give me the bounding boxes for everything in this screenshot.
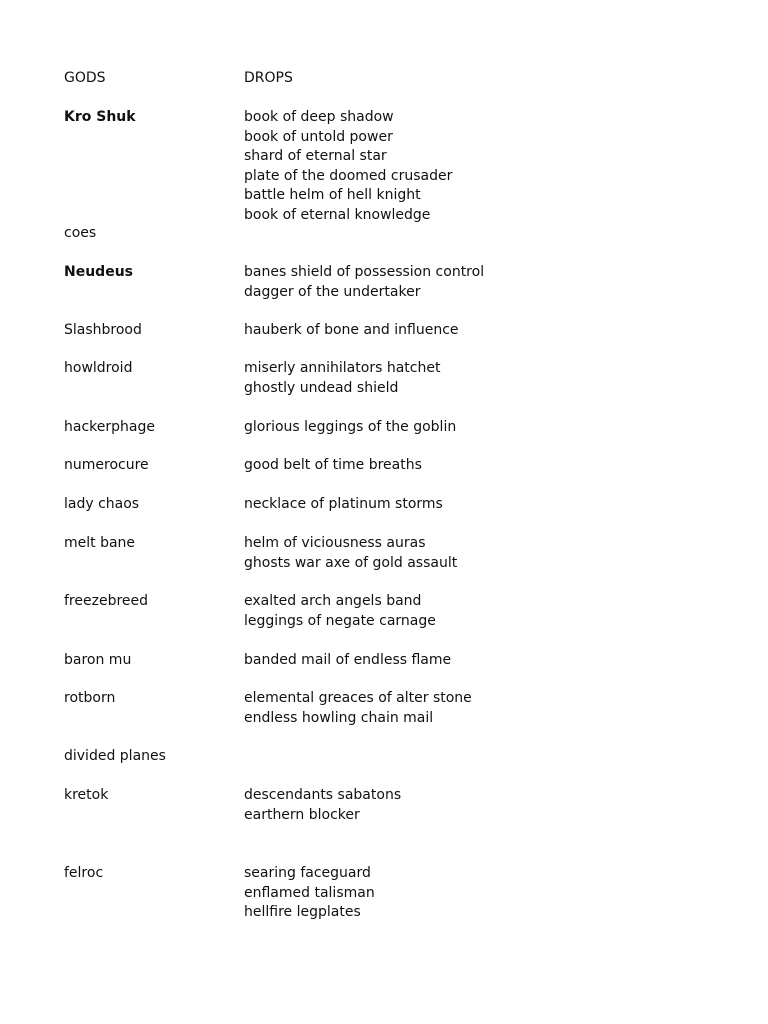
drops-list [244,592,436,631]
god-name: Neudeus [64,264,133,280]
drop-item: necklace of platinum storms [244,496,443,512]
god-name: rotborn [64,690,116,706]
drop-item: enflamed talisman [244,884,375,901]
god-name: baron mu [64,652,132,668]
drops-column-header: DROPS [244,70,293,86]
drop-item: plate of the doomed crusader [244,167,453,184]
drops-list [244,495,443,515]
drop-item: helm of viciousness auras [244,535,426,551]
god-name: Kro Shuk [64,109,136,125]
drop-item: leggings of negate carnage [244,612,436,629]
drop-item: book of deep shadow [244,109,394,125]
god-name: coes [64,225,97,241]
drop-item: book of untold power [244,128,393,145]
drops-list [244,418,456,438]
drop-item: good belt of time breaths [244,457,422,473]
drop-item: descendants sabatons [244,787,402,803]
god-name: melt bane [64,535,136,551]
drop-item: ghosts war axe of gold assault [244,554,458,571]
god-name: kretok [64,787,109,803]
drop-item: ghostly undead shield [244,379,399,396]
drop-item: banded mail of endless flame [244,652,452,668]
drop-item: glorious leggings of the goblin [244,419,457,435]
god-name: felroc [64,865,104,881]
drop-item: book of eternal knowledge [244,206,431,223]
god-name: freezebreed [64,593,149,609]
gods-column-header: GODS [64,70,106,86]
drops-list [244,456,422,476]
drop-item: hellfire legplates [244,904,361,920]
god-name: hackerphage [64,419,155,435]
god-name: howldroid [64,360,133,376]
drops-list [244,689,472,728]
drop-item: exalted arch angels band [244,593,422,609]
god-name: Slashbrood [64,322,142,338]
drop-item: banes shield of possession control [244,264,485,280]
drop-item: miserly annihilators hatchet [244,360,441,376]
drop-item: dagger of the undertaker [244,283,421,300]
drop-item: earthern blocker [244,806,360,823]
drop-item: battle helm of hell knight [244,187,421,203]
god-name: numerocure [64,457,149,473]
drops-list [244,321,459,341]
drop-item: elemental greaces of alter stone [244,690,472,706]
drop-item: shard of eternal star [244,148,387,164]
drops-list [244,359,440,398]
drop-item: searing faceguard [244,865,371,881]
drops-list [244,108,452,225]
drops-list [244,534,457,573]
drops-list [244,263,484,302]
drops-list [244,651,451,671]
god-name: lady chaos [64,496,140,512]
god-name: divided planes [64,748,166,764]
drops-list [244,864,375,923]
drop-item: endless howling chain mail [244,709,434,726]
drop-item: hauberk of bone and influence [244,322,459,338]
drops-list [244,786,401,825]
